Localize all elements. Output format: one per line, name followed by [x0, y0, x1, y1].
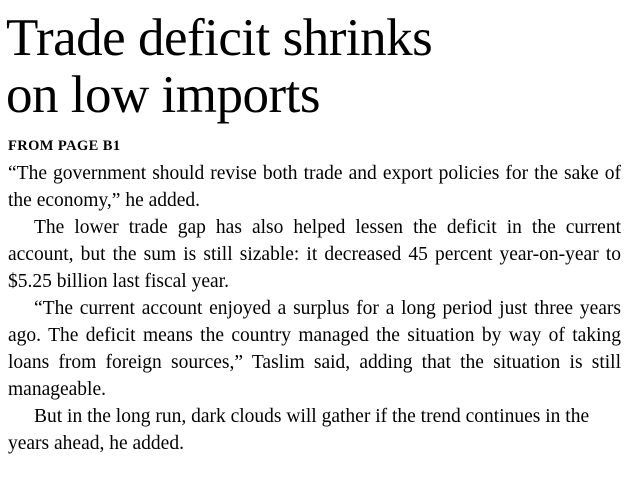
- page-title: [6, 10, 623, 124]
- jumpline: FROM PAGE B1: [8, 138, 121, 155]
- article-body: [6, 161, 623, 457]
- headline-line-1: Trade deficit shrinks: [6, 9, 433, 67]
- headline-line-2: on low imports: [6, 66, 320, 125]
- paragraph: “The government should revise both trade and export policies for the sake of the economy,” he added.: [8, 163, 621, 212]
- paragraph: The lower trade gap has also helped lessen the deficit in the current account, but the sum is still sizable: it decreased 45 percent year-on-year to $5.25 billion last fiscal year.: [8, 217, 621, 293]
- paragraph: But in the long run, dark clouds will gather if the trend continues in the years ahead, he added.: [8, 405, 590, 454]
- paragraph: “The current account enjoyed a surplus for a long period just three years ago. The deficit means the country managed the situation by way of taking loans from foreign sources,” Taslim said, adding that the situation is still manageable.: [8, 298, 621, 400]
